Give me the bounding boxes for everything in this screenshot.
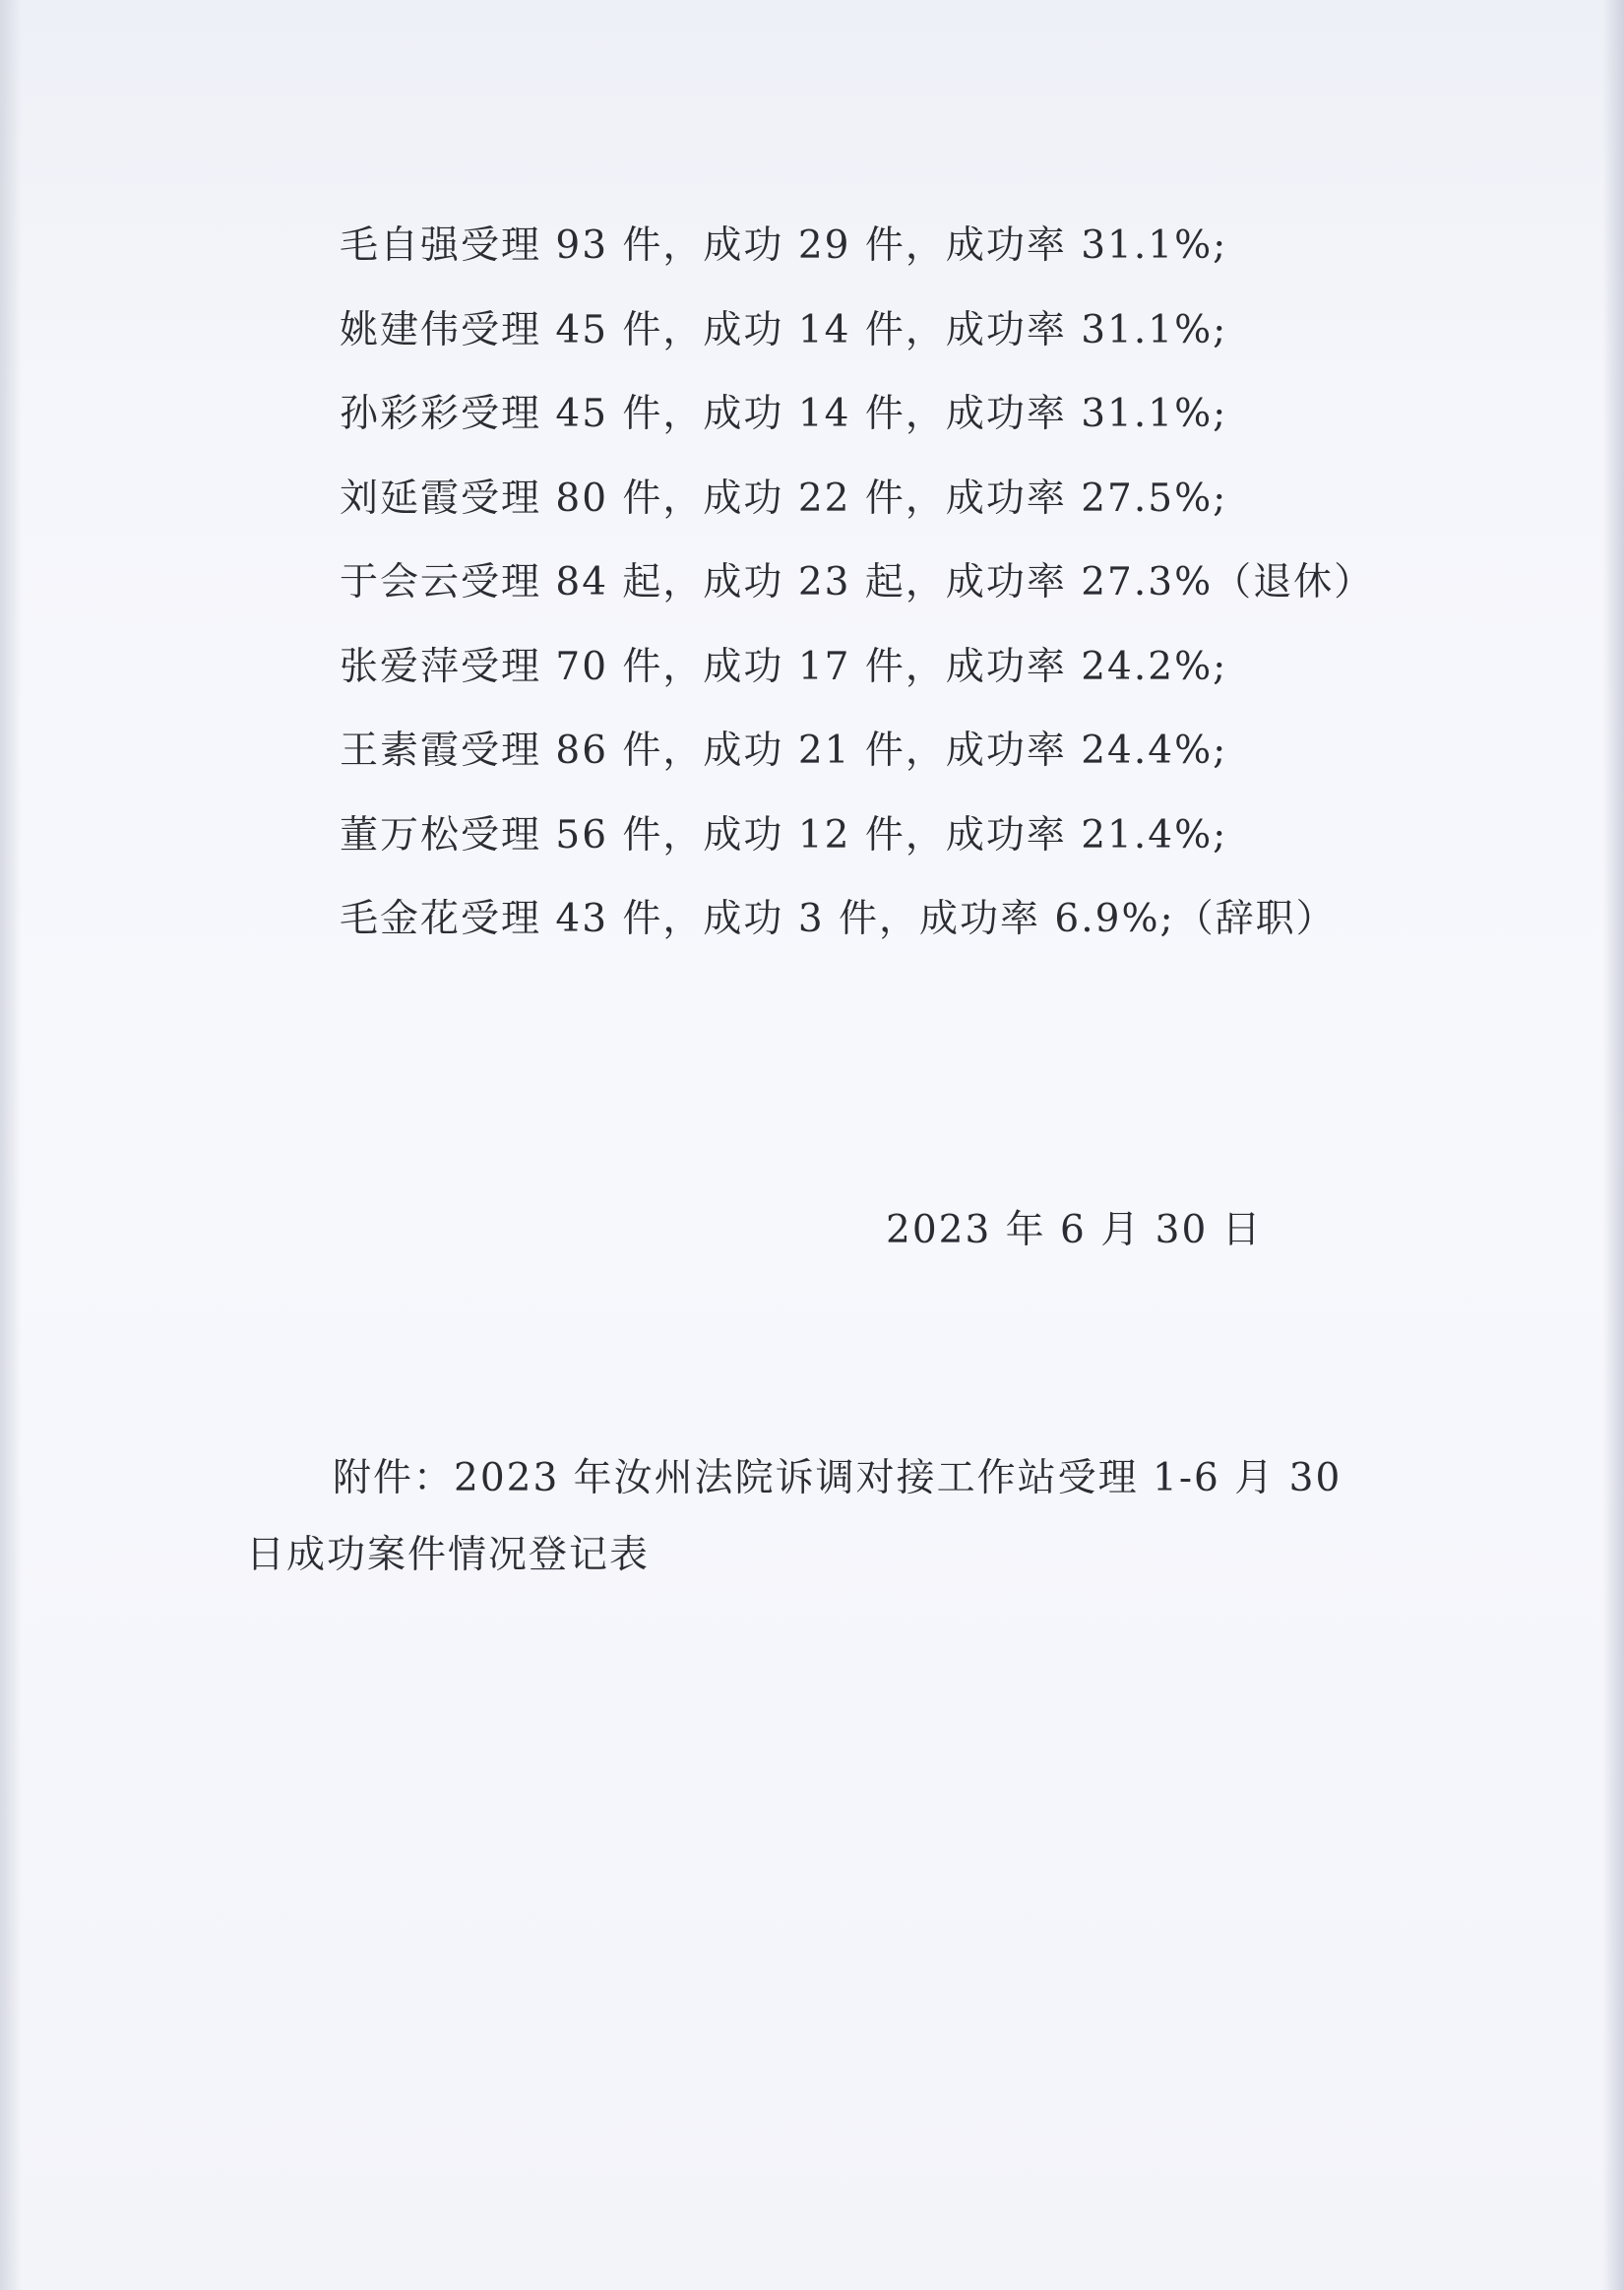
mediator-statistics-list	[340, 209, 1374, 967]
list-item: 孙彩彩受理 45 件，成功 14 件，成功率 31.1%;	[340, 392, 1228, 436]
list-item: 于会云受理 84 起，成功 23 起，成功率 27.3%（退休）	[340, 560, 1375, 604]
list-item: 姚建伟受理 45 件，成功 14 件，成功率 31.1%;	[340, 307, 1228, 352]
attachment-line-2: 日成功案件情况登记表	[246, 1533, 651, 1577]
list-item: 毛金花受理 43 件，成功 3 件，成功率 6.9%;（辞职）	[340, 897, 1337, 941]
attachment-line-1: 附件：2023 年汝州法院诉调对接工作站受理 1-6 月 30	[333, 1456, 1343, 1500]
page-edge-shadow-right	[1602, 0, 1624, 2290]
list-item: 毛自强受理 93 件，成功 29 件，成功率 31.1%;	[340, 223, 1228, 268]
page-edge-shadow-left	[0, 0, 22, 2290]
list-item: 张爱萍受理 70 件，成功 17 件，成功率 24.2%;	[340, 644, 1228, 689]
list-item: 王素霞受理 86 件，成功 21 件，成功率 24.4%;	[340, 729, 1228, 773]
list-item: 董万松受理 56 件，成功 12 件，成功率 21.4%;	[340, 812, 1228, 858]
list-item: 刘延霞受理 80 件，成功 22 件，成功率 27.5%;	[340, 476, 1228, 521]
document-date: 2023 年 6 月 30 日	[886, 1208, 1263, 1252]
attachment-note	[246, 1440, 1388, 1594]
